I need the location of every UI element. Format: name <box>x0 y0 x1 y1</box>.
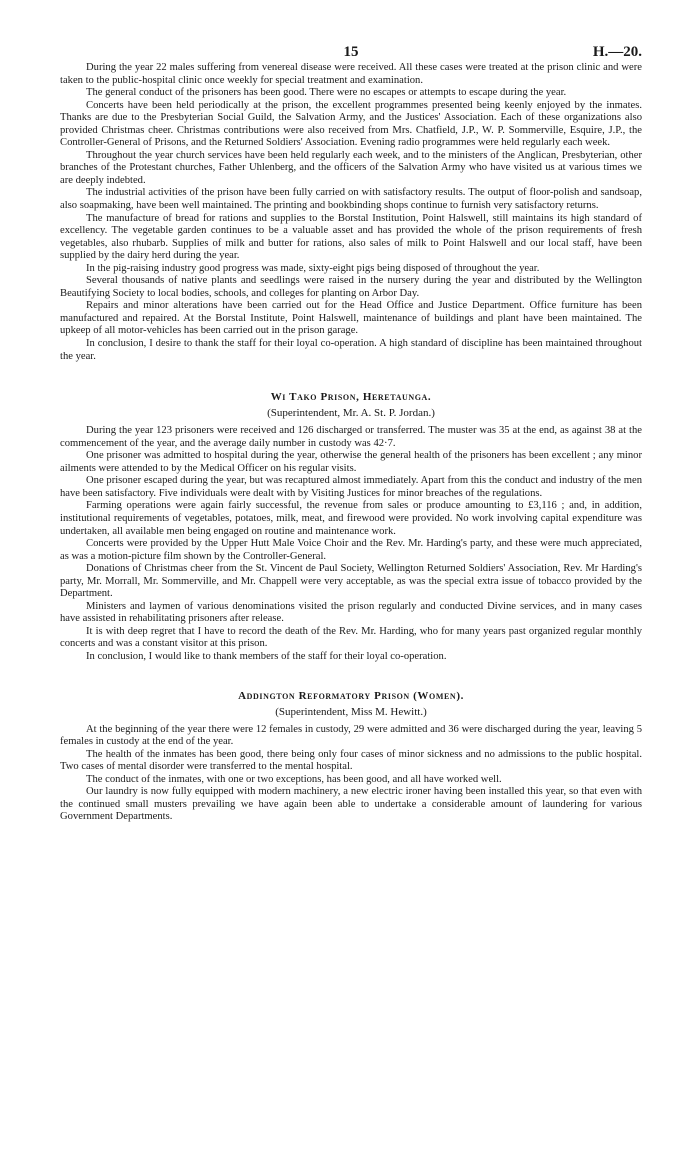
paragraph: Concerts have been held periodically at the prison, the excellent programmes presented being keenly enjoyed by the inmates. Thanks are due to the Presbyterian Social Guild, the Salvation Army, and the Justices' Association. Each of these organizations also provided Christmas cheer. Christmas contributions were also received from Mrs. Chatfield, J.P., W. P. Sommerville, Esquire, J.P., the Controller-General of Prisons, and the Returned Soldiers' Association. Evening radio programmes were held regularly each week. <box>60 99 642 149</box>
page-number: 15 <box>343 44 359 60</box>
section-addington-reformatory <box>60 688 642 824</box>
section-heading: Wi Tako Prison, Heretaunga. <box>270 391 432 404</box>
paragraph: During the year 123 prisoners were received and 126 discharged or transferred. The muster was 35 at the end, as against 38 at the commencement of the year, and the average daily number in custody was 42·7. <box>60 425 642 449</box>
paragraph: It is with deep regret that I have to record the death of the Rev. Mr. Harding, who for many years past organized regular monthly concerts and was a constant visitor at this prison. <box>60 625 642 650</box>
paragraph: In the pig-raising industry good progress was made, sixty-eight pigs being disposed of throughout the year. <box>86 262 540 274</box>
paragraph: Ministers and laymen of various denominations visited the prison regularly and conducted Divine services, and in many cases have assisted in rehabilitating prisoners after release. <box>60 600 642 625</box>
section-heading: Addington Reformatory Prison (Women). <box>238 689 464 702</box>
paragraph: Throughout the year church services have been held regularly each week, and to the ministers of the Anglican, Presbyterian, other branches of the Protestant churches, Father Uhlenberg, and the officers of the Salvation Army who have visited us at various times we are deeply indebted. <box>60 149 642 186</box>
page-header <box>60 0 642 62</box>
section-subheading: (Superintendent, Miss M. Hewitt.) <box>275 705 427 718</box>
paragraph: Concerts were provided by the Upper Hutt Male Voice Choir and the Rev. Mr. Harding's party, and these were much appreciated, as was a motion-picture film shown by the Controller-General. <box>60 538 642 562</box>
paragraph: In conclusion, I would like to thank members of the staff for their loyal co-operation. <box>86 650 447 662</box>
paragraph: At the beginning of the year there were 12 females in custody, 29 were admitted and 36 were discharged during the year, leaving 5 females in custody at the end of the year. <box>60 723 642 748</box>
paragraph: Farming operations were again fairly successful, the revenue from sales or produce amounting to £3,116 ; and, in addition, institutional requirements of vegetables, potatoes, milk, meat, and firewood were provided. No work involving capital expenditure was undertaken, all available men being engaged on routine and maintenance work. <box>60 500 642 537</box>
paragraph: The manufacture of bread for rations and supplies to the Borstal Institution, Point Halswell, still maintains its high standard of excellency. The vegetable garden continues to be a valuable asset and has provided the whole of the prison requirements of fresh vegetables, also rhubarb. Supplies of milk and butter for rations, also sales of milk to Point Halswell and our local staff, have been supplied by the dairy herd during the year. <box>60 212 642 262</box>
paragraph: Our laundry is now fully equipped with modern machinery, a new electric ironer having been installed this year, so that even with the continued small musters prevailing we have again been able to undertake a considerable amount of laundering for various Government Departments. <box>60 786 642 823</box>
paragraph: Donations of Christmas cheer from the St. Vincent de Paul Society, Wellington Returned Soldiers' Association, Rev. Mr Harding's party, Mr. Morrall, Mr. Sommerville, and Mr. Chappell were very acceptable, as was the special extra issue of tobacco provided by the Department. <box>60 563 642 600</box>
paragraph: Repairs and minor alterations have been carried out for the Head Office and Justice Department. Office furniture has been manufactured and repaired. At the Borstal Institute, Point Halswell, maintenance of buildings and plant have been maintained. The upkeep of all motor-vehicles has been carried out in the prison garage. <box>60 300 642 337</box>
paragraph: The health of the inmates has been good, there being only four cases of minor sickness and no admissions to the public hospital. Two cases of mental disorder were transferred to the mental hospital. <box>60 748 642 773</box>
paragraph: One prisoner escaped during the year, but was recaptured almost immediately. Apart from this the conduct and industry of the men have been satisfactory. Five individuals were dealt with by Visiting Justices for minor breaches of the regulations. <box>60 475 642 499</box>
paragraph: Several thousands of native plants and seedlings were raised in the nursery during the year and distributed by the Wellington Beautifying Society to local bodies, schools, and colleges for planting on Arbor Day. <box>60 275 642 299</box>
section-subheading: (Superintendent, Mr. A. St. P. Jordan.) <box>267 407 435 420</box>
paragraph: The general conduct of the prisoners has been good. There were no escapes or attempts to escape during the year. <box>86 87 567 99</box>
document-reference: H.—20. <box>592 44 642 60</box>
paragraph: The conduct of the inmates, with one or two exceptions, has been good, and all have worked well. <box>86 773 502 785</box>
paragraph: In conclusion, I desire to thank the staff for their loyal co-operation. A high standard of discipline has been maintained throughout the year. <box>60 338 642 362</box>
paragraph: The industrial activities of the prison have been fully carried on with satisfactory results. The output of floor-polish and sandsoap, also soapmaking, have been well maintained. The printing and bookbinding shops continue to furnish very satisfactory returns. <box>60 187 642 212</box>
paragraph: During the year 22 males suffering from venereal disease were received. All these cases were treated at the prison clinic and were taken to the public-hospital clinic once weekly for special treatment and examination. <box>60 62 642 86</box>
section-mount-crawford-continued <box>60 62 642 363</box>
paragraph: One prisoner was admitted to hospital during the year, otherwise the general health of the prisoners has been excellent ; any minor ailments were attended to by the Medical Officer on his regular visits. <box>60 450 642 474</box>
section-wi-tako-prison <box>60 389 642 663</box>
